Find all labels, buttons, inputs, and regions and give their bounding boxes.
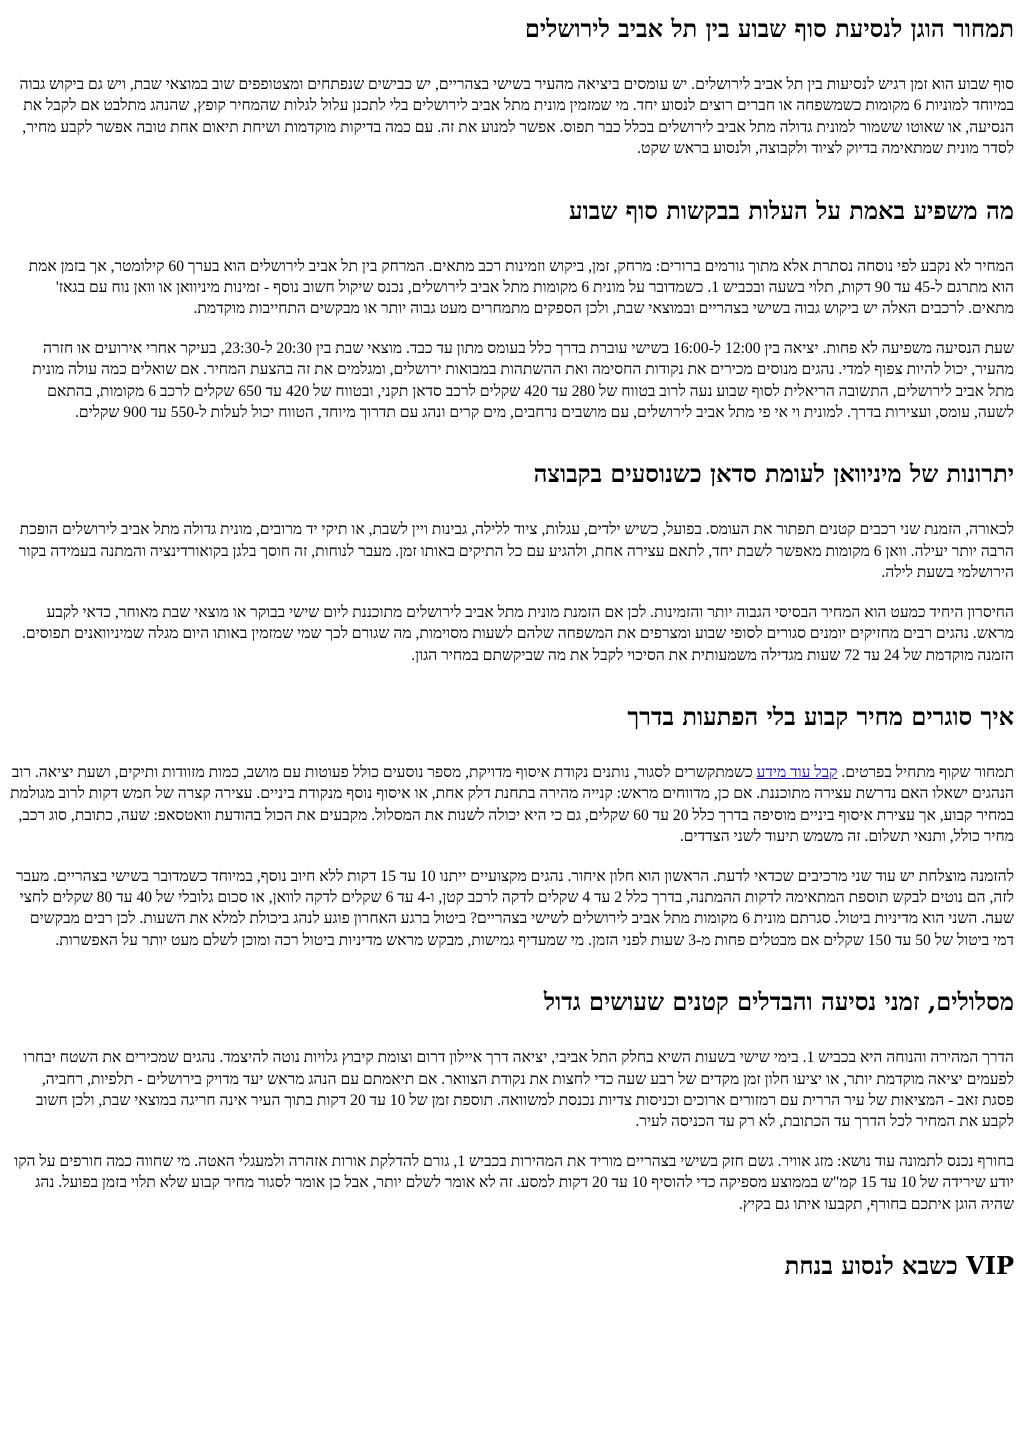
section-heading-vip: VIP כשבא לנסוע בנחת xyxy=(784,1251,1014,1280)
paragraph-text-after-link: כשמתקשרים לסגור, נותנים נקודת איסוף מדויקת, מספר נוסעים כולל פעוטות עם מושב, כמות מזוודות ותיקים, ושעת יציאה. רוב הנהגים ישאלו האם נדרשת עצירה מתוכננת. אם כן, מדווחים מראש: קנייה מהירה בתחנת דלק אחת, או איסוף נוסף מנקודת ביניים. עצירה קצרה של חמש דקות לרוב מגולמת במחיר קבוע, אך עצירת איסוף ביניים מוסיפה בדרך כלל 20 עד 60 שקלים, גם כי היא יכולה לשנות את המסלול. מקבעים את הכול בהודעת וואטסאפ: שעה, כתובת, סוג רכב, מחיר כולל, ותנאי תשלום. זה משמש תיעוד לשני הצדדים. xyxy=(10,763,1014,846)
paragraph: שעת הנסיעה משפיעה לא פחות. יציאה בין 12:00 ל-16:00 בשישי עוברת בדרך כלל בעומס מתון עד כבד. מוצאי שבת בין 20:30 ל-23:30, בעיקר אחרי אירועים או חזרה מהעיר, יכול להיות צפוף למדי. נהגים מנוסים מכירים את נקודות החסימה ואת ההשתהות במבואות ירושלים, ומגלמים את זה בהצעת המחיר. אם שואלים כמה עולה מונית מתל אביב לירושלים, התשובה הריאלית לסוף שבוע נעה לרוב בטווח של 280 עד 420 שקלים לרכב סדאן תקני, ובטווח של 420 עד 650 שקלים לרכב 6 מקומות, בהתאם לשעה, עומס, ועצירות בדרך. למונית וי אי פי מתל אביב לירושלים, עם מושבים נרחבים, מים קרים ונהג עם תדרוך מיוחד, הטווח יכול לעלות ל-550 עד 900 שקלים. xyxy=(32,339,1014,422)
paragraph-text-before-link: תמחור שקוף מתחיל בפרטים. xyxy=(837,763,1014,781)
page-title: תמחור הוגן לנסיעת סוף שבוע בין תל אביב לירושלים xyxy=(524,14,1014,43)
paragraph: החיסרון היחיד כמעט הוא המחיר הבסיסי הגבוה יותר והזמינות. לכן אם הזמנת מונית מתל אביב לירושלים מתוכננת ליום שישי בבוקר או מוצאי שבת מאוחר, כדאי לקבע מראש. נהגים רבים מחזיקים יומנים סגורים לסופי שבוע ומצרפים את המשפחה שלהם לשעות מסוימות, מה שגורם לכך שמי שמזמין באותו היום מגלה שמיניוואנים תפוסים. הזמנה מוקדמת של 24 עד 72 שעות מגדילה משמעותית את הסיכוי לקבל את מה שביקשתם במחיר הגון. xyxy=(22,603,1014,664)
section-heading-routes: מסלולים, זמני נסיעה והבדלים קטנים שעושים גדול xyxy=(543,987,1014,1017)
paragraph: המחיר לא נקבע לפי נוסחה נסתרת אלא מתוך גורמים ברורים: מרחק, זמן, ביקוש וזמינות רכב מתאים. המרחק בין תל אביב לירושלים הוא בערך 60 קילומטר, אך בזמן אמת הוא מתרגם ל-45 עד 90 דקות, תלוי בשעה ובכביש 1. כשמדובר על מונית 6 מקומות מתל אביב לירושלים, נכנס שיקול חשוב נוסף - זמינות מיניוואן או וואן נוח עם בגאז' מתאים. לרכבים האלה יש ביקוש גבוה בשישי בצהריים ובמוצאי שבת, ולכן הספקים מתמחרים מעט גבוה יותר או מבקשים התחייבות מוקדמת. xyxy=(28,257,1014,318)
section-heading-fixed-price: איך סוגרים מחיר קבוע בלי הפתעות בדרך xyxy=(627,701,1014,731)
paragraph: להזמנה מוצלחת יש עוד שני מרכיבים שכדאי לדעת. הראשון הוא חלון איחור. נהגים מקצועיים ייתנו 10 עד 15 דקות ללא חיוב נוסף, במיוחד כשמדובר בשישי בצהריים. מעבר לזה, הם נוטים לבקש תוספת המתאימה לדקות ההמתנה, בדרך כלל 2 עד 4 שקלים לדקה לרכב קטן, ו-4 עד 6 שקלים לדקה לוואן, או סכום גלובלי של 40 עד 80 שקלים לחצי שעה. השני הוא מדיניות ביטול. סגרתם מונית 6 מקומות מתל אביב לירושלים לשישי בצהריים? ביטול ברגע האחרון פוגע לנהג ביכולת למלא את השעות. לכן רבים מבקשים דמי ביטול של 50 עד 150 שקלים אם מבטלים פחות מ-3 שעות לפני הזמן. מי שמעדיף גמישות, מבקש מראש מדיניות ביטול רכה ומוכן לשלם מעט יותר על האפשרות. xyxy=(16,867,1014,949)
section-heading-costs: מה משפיע באמת על העלות בבקשות סוף שבוע xyxy=(569,195,1014,225)
intro-paragraph: סוף שבוע הוא זמן רגיש לנסיעות בין תל אביב לירושלים. יש עומסים ביציאה מהעיר בשישי בצהריים, יש כבישים שנפתחים ומצטופפים שוב במוצאי שבת, ויש גם ביקוש גבוה במיוחד למוניות 6 מקומות כשמשפחה או חברים רוצים לנסוע יחד. מי שמזמין מונית מתל אביב לירושלים בלי לתכנן עלול לגלות שהמחיר קופץ, שהנהג מתלבט אם לקבל את הנסיעה, או שאוטו ששמור למונית גדולה מתל אביב לירושלים בכלל כבר תפוס. אפשר למנוע את זה. עם כמה בדיקות מוקדמות ושיחת תיאום אחת טובה אפשר לקבע מחיר, לסדר מונית שמתאימה בדיוק לציוד ולקבוצה, ולנסוע בראש שקט. xyxy=(19,76,1014,158)
paragraph: הדרך המהירה והנוחה היא בכביש 1. בימי שישי בשעות השיא בחלק התל אביבי, יציאה דרך איילון דרום וצומת קיבוץ גלויות נוטה להיצמד. נהגים שמכירים את השטח יבחרו לפעמים יציאה מוקדמת יותר, או יציעו חלון זמן מקדים של רבע שעה כדי לחצות את נקודת הצוואר. אם תיאמתם עם הנהג מראש יעד מדויק בירושלים - תלפיות, רחביה, פסגת זאב - המציאות של עיר הררית עם רמזורים ארוכים וכניסות צדיות נכנסת למשוואה. תוספת זמן של 10 עד 20 דקות בתוך העיר אינה חריגה במוצאי שבת, ולכן חשוב לקבע את המחיר לכל הדרך עד הכתובת, לא רק עד הכניסה לעיר. xyxy=(23,1049,1014,1131)
paragraph xyxy=(10,762,1014,848)
more-info-link[interactable]: קבל עוד מידע xyxy=(756,763,838,781)
paragraph: לכאורה, הזמנת שני רכבים קטנים תפתור את העומס. בפועל, כשיש ילדים, עגלות, ציוד ללילה, גבינות ויין לשבת, או תיקי יד מרובים, מונית גדולה מתל אביב לירושלים הופכת הרבה יותר יעילה. וואן 6 מקומות מאפשר לשבת יחד, לתאם עצירה אחת, ולהגיע עם כל התיקים באותו זמן. מעבר לנוחות, זה חוסך בלגן בקואורדינציה והמתנה בעמידה בקור הירושלמי בשעת לילה. xyxy=(18,521,1014,582)
section-heading-minivan: יתרונות של מיניוואן לעומת סדאן כשנוסעים בקבוצה xyxy=(533,459,1014,489)
paragraph: בחורף נכנס לתמונה עוד נושא: מזג אוויר. גשם חזק בשישי בצהריים מוריד את המהירות בכביש 1, גורם להדלקת אורות אזהרה ולמעגלי האטה. מי שחווה כמה חורפים על הקו יודע שירידה של 10 עד 15 קמ"ש בממוצע מספיקה כדי להוסיף 10 עד 20 דקות למסע. זה לא אומר לשלם יותר, אבל כן אומר לסגור מחיר קבוע שלא תלוי בזמן בפועל. נהג שהיה הוגן איתכם בחורף, תקבעו איתו גם בקיץ. xyxy=(14,1152,1014,1213)
